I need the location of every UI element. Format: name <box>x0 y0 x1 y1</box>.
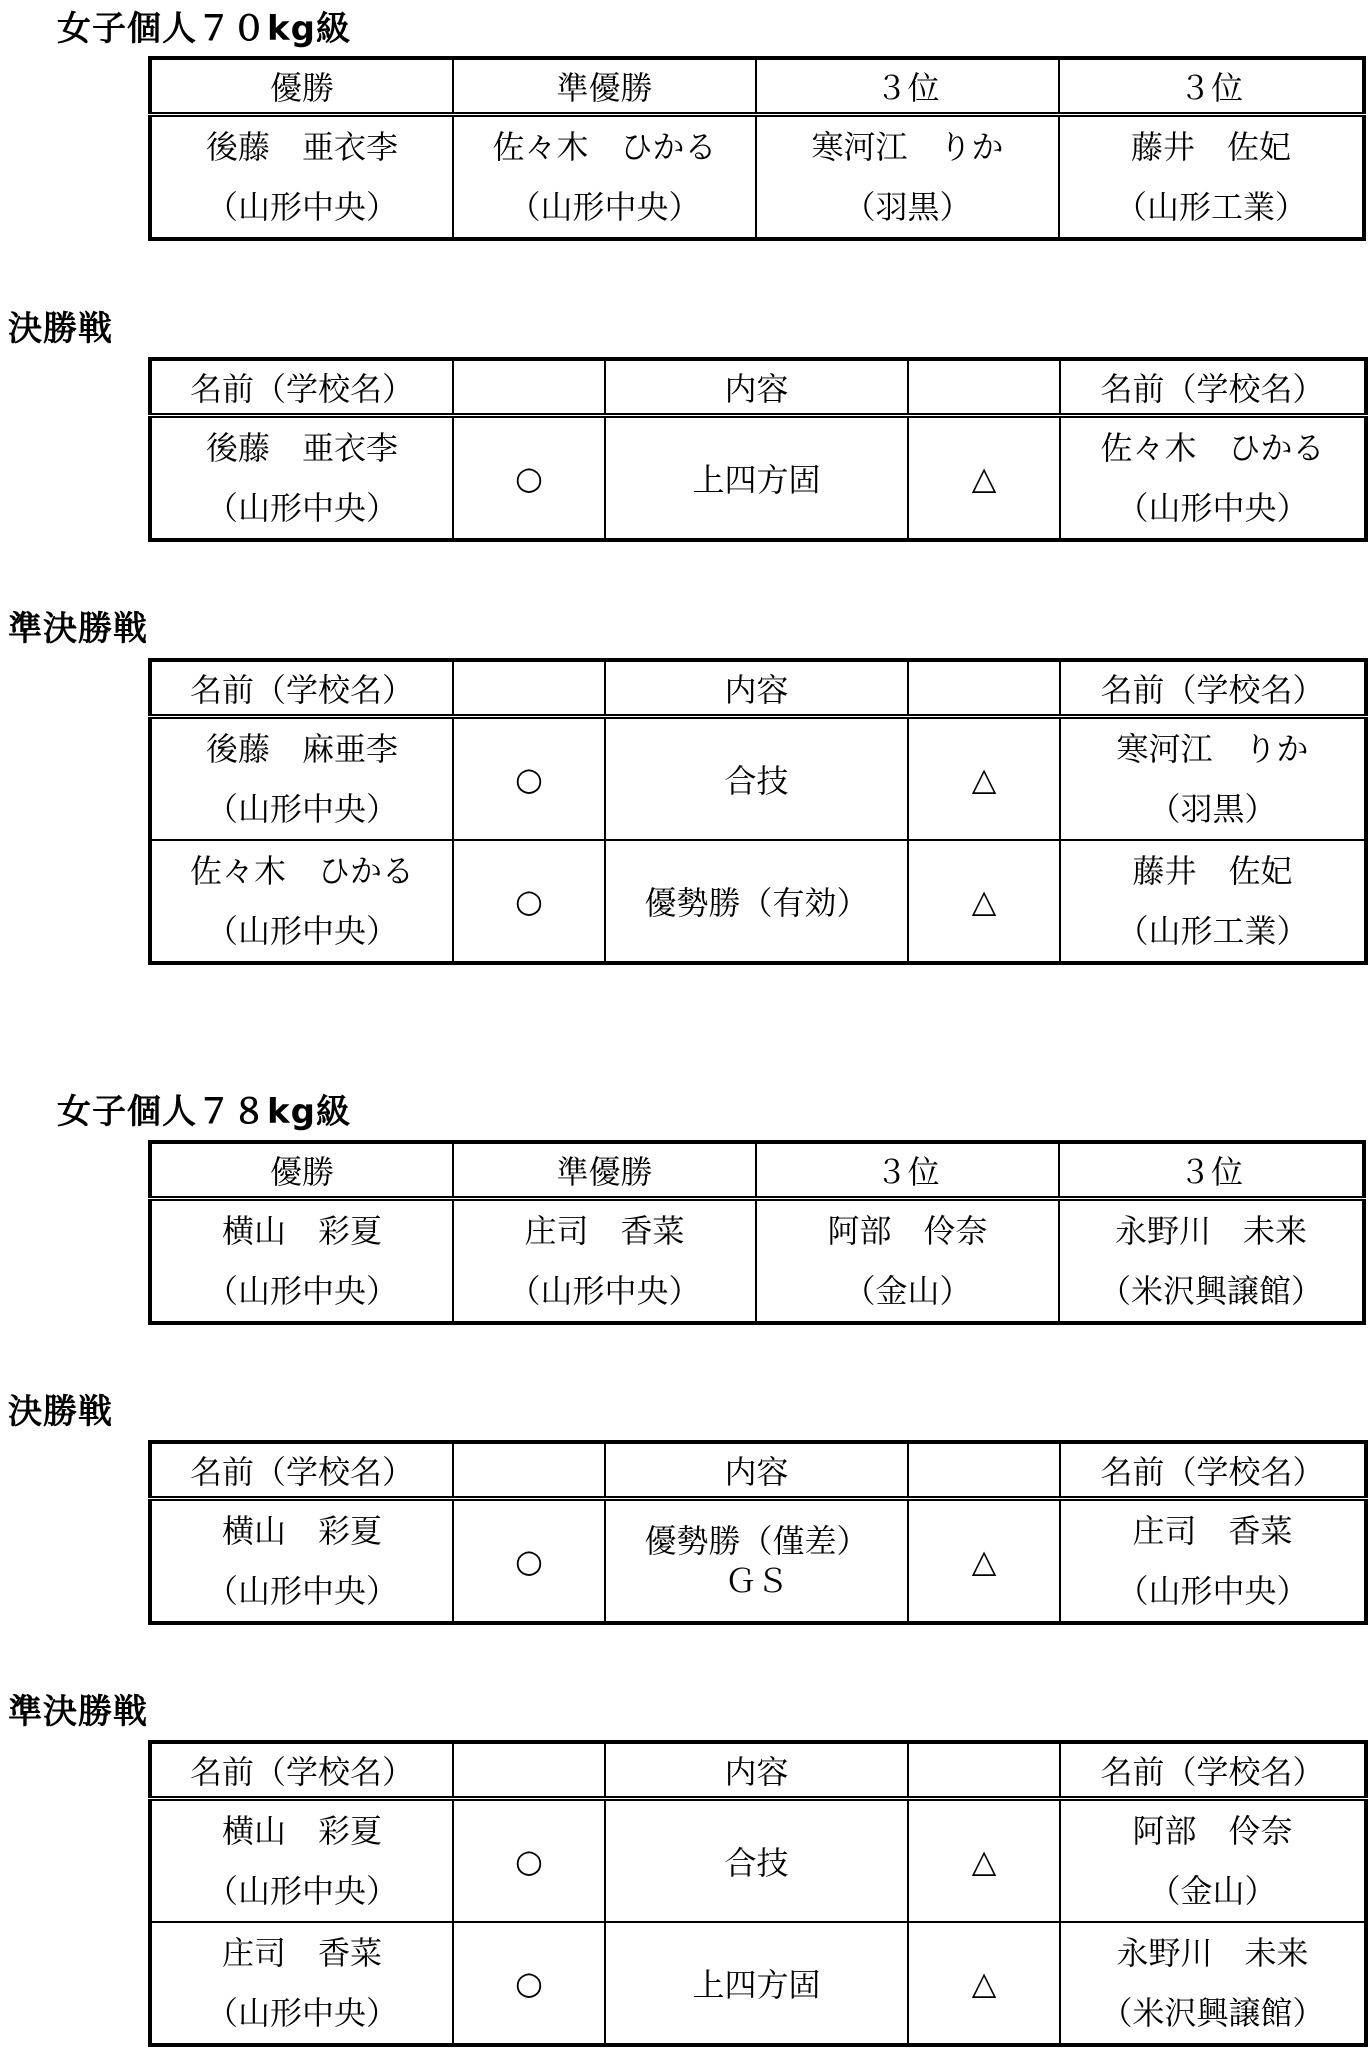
athlete-name: 藤井 佐妃 <box>1132 852 1293 890</box>
header-name-right: 名前（学校名） <box>1060 1742 1366 1799</box>
loss-mark: △ <box>908 1922 1060 2045</box>
header-third: ３位 <box>756 58 1059 115</box>
header-blank <box>908 1442 1060 1499</box>
school-name: （山形中央） <box>205 489 398 527</box>
school-name: （山形工業） <box>1114 188 1307 226</box>
right-athlete <box>1060 840 1366 963</box>
header-blank <box>908 660 1060 717</box>
left-athlete <box>150 840 453 963</box>
right-athlete <box>1060 416 1366 541</box>
loss-mark: △ <box>908 1499 1060 1624</box>
athlete-name: 永野川 未来 <box>1116 1934 1309 1972</box>
match-row <box>150 717 1366 841</box>
athlete-name: 佐々木 ひかる <box>189 852 414 890</box>
win-mark: ○ <box>453 1922 605 2045</box>
athlete-name: 後藤 亜衣李 <box>205 128 398 166</box>
header-name-left: 名前（学校名） <box>150 359 453 416</box>
win-mark: ○ <box>453 840 605 963</box>
final-title-70: 決勝戦 <box>8 309 113 349</box>
school-name: （米沢興譲館） <box>1100 1994 1325 2032</box>
school-name: （山形中央） <box>205 790 398 828</box>
athlete-name: 横山 彩夏 <box>221 1212 382 1250</box>
semi-title-70: 準決勝戦 <box>8 609 148 649</box>
final-table-70 <box>148 357 1368 542</box>
match-content <box>605 1499 908 1624</box>
match-content: 上四方固 <box>605 1922 908 2045</box>
header-blank <box>453 1442 605 1499</box>
winner-cell <box>453 115 756 240</box>
header-champion: 優勝 <box>150 1142 453 1199</box>
header-name-right: 名前（学校名） <box>1060 660 1366 717</box>
class-70-title: 女子個人７０kg級 <box>57 9 351 49</box>
school-name: （山形中央） <box>1116 1572 1309 1610</box>
semi-table-78 <box>148 1740 1368 2047</box>
semi-table-70 <box>148 658 1368 965</box>
school-name: （山形中央） <box>205 912 398 950</box>
header-blank <box>453 359 605 416</box>
header-content: 内容 <box>605 359 908 416</box>
win-mark: ○ <box>453 1499 605 1624</box>
athlete-name: 庄司 香菜 <box>524 1212 685 1250</box>
right-athlete <box>1060 1799 1366 1923</box>
left-athlete <box>150 717 453 841</box>
class-78-title: 女子個人７８kg級 <box>57 1092 351 1132</box>
right-athlete <box>1060 717 1366 841</box>
athlete-name: 佐々木 ひかる <box>492 128 717 166</box>
win-mark: ○ <box>453 717 605 841</box>
match-result: 優勢勝（僅差） <box>644 1522 869 1560</box>
school-name: （米沢興譲館） <box>1098 1272 1323 1310</box>
winner-cell <box>150 115 453 240</box>
school-name: （山形中央） <box>508 1272 701 1310</box>
athlete-name: 後藤 亜衣李 <box>205 429 398 467</box>
match-row <box>150 1799 1366 1923</box>
match-content: 優勢勝（有効） <box>605 840 908 963</box>
left-athlete <box>150 1922 453 2045</box>
left-athlete <box>150 1799 453 1923</box>
header-runner-up: 準優勝 <box>453 1142 756 1199</box>
match-row <box>150 1499 1366 1624</box>
header-champion: 優勝 <box>150 58 453 115</box>
final-title-78: 決勝戦 <box>8 1392 113 1432</box>
loss-mark: △ <box>908 416 1060 541</box>
school-name: （山形中央） <box>205 1272 398 1310</box>
header-blank <box>453 660 605 717</box>
school-name: （金山） <box>1148 1872 1277 1910</box>
match-extra: ＧＳ <box>724 1562 789 1600</box>
match-content: 合技 <box>605 1799 908 1923</box>
match-row <box>150 416 1366 541</box>
athlete-name: 寒河江 りか <box>811 128 1004 166</box>
final-table-78 <box>148 1440 1368 1625</box>
right-athlete <box>1060 1499 1366 1624</box>
school-name: （金山） <box>843 1272 972 1310</box>
semi-title-78: 準決勝戦 <box>8 1692 148 1732</box>
school-name: （羽黒） <box>843 188 972 226</box>
school-name: （山形中央） <box>205 1872 398 1910</box>
athlete-name: 阿部 伶奈 <box>1132 1812 1293 1850</box>
winner-cell <box>150 1199 453 1324</box>
school-name: （山形中央） <box>205 188 398 226</box>
header-third: ３位 <box>756 1142 1059 1199</box>
athlete-name: 藤井 佐妃 <box>1130 128 1291 166</box>
header-content: 内容 <box>605 1742 908 1799</box>
header-third: ３位 <box>1059 1142 1364 1199</box>
left-athlete <box>150 416 453 541</box>
header-content: 内容 <box>605 660 908 717</box>
athlete-name: 阿部 伶奈 <box>827 1212 988 1250</box>
loss-mark: △ <box>908 840 1060 963</box>
athlete-name: 横山 彩夏 <box>221 1812 382 1850</box>
winner-cell <box>756 1199 1059 1324</box>
header-runner-up: 準優勝 <box>453 58 756 115</box>
header-blank <box>453 1742 605 1799</box>
match-content: 合技 <box>605 717 908 841</box>
match-row <box>150 1922 1366 2045</box>
header-third: ３位 <box>1059 58 1364 115</box>
athlete-name: 佐々木 ひかる <box>1100 429 1325 467</box>
loss-mark: △ <box>908 717 1060 841</box>
header-name-left: 名前（学校名） <box>150 1442 453 1499</box>
header-blank <box>908 1742 1060 1799</box>
winners-table-70 <box>148 56 1366 241</box>
athlete-name: 庄司 香菜 <box>1132 1512 1293 1550</box>
loss-mark: △ <box>908 1799 1060 1923</box>
match-content: 上四方固 <box>605 416 908 541</box>
athlete-name: 寒河江 りか <box>1116 730 1309 768</box>
header-name-left: 名前（学校名） <box>150 660 453 717</box>
winners-table-78 <box>148 1140 1366 1325</box>
athlete-name: 庄司 香菜 <box>221 1934 382 1972</box>
athlete-name: 後藤 麻亜李 <box>205 730 398 768</box>
school-name: （山形中央） <box>1116 489 1309 527</box>
header-blank <box>908 359 1060 416</box>
school-name: （山形中央） <box>205 1994 398 2032</box>
win-mark: ○ <box>453 416 605 541</box>
header-content: 内容 <box>605 1442 908 1499</box>
win-mark: ○ <box>453 1799 605 1923</box>
left-athlete <box>150 1499 453 1624</box>
header-name-right: 名前（学校名） <box>1060 359 1366 416</box>
header-name-left: 名前（学校名） <box>150 1742 453 1799</box>
athlete-name: 横山 彩夏 <box>221 1512 382 1550</box>
athlete-name: 永野川 未来 <box>1114 1212 1307 1250</box>
header-name-right: 名前（学校名） <box>1060 1442 1366 1499</box>
winner-cell <box>1059 115 1364 240</box>
right-athlete <box>1060 1922 1366 2045</box>
school-name: （山形中央） <box>205 1572 398 1610</box>
school-name: （山形工業） <box>1116 912 1309 950</box>
winner-cell <box>756 115 1059 240</box>
winner-cell <box>453 1199 756 1324</box>
school-name: （山形中央） <box>508 188 701 226</box>
match-row <box>150 840 1366 963</box>
winner-cell <box>1059 1199 1364 1324</box>
school-name: （羽黒） <box>1148 790 1277 828</box>
